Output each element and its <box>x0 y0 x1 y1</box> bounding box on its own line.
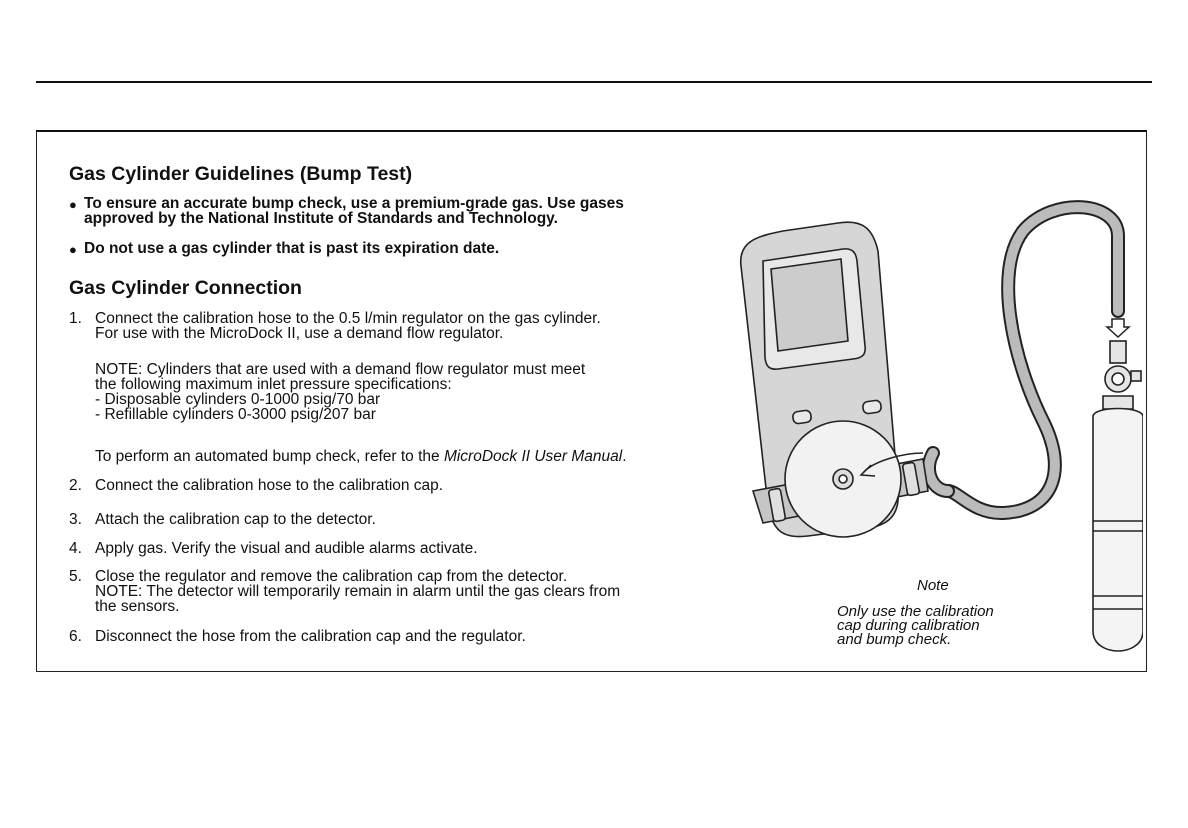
manual-reference: MicroDock II User Manual <box>443 448 623 465</box>
step-2-text: Connect the calibration hose to the calibration cap. <box>95 477 444 494</box>
caption-title: Note <box>917 577 949 594</box>
guidelines-title: Gas Cylinder Guidelines (Bump Test) <box>69 163 413 185</box>
note-line-2: the following maximum inlet pressure specifications: <box>95 376 452 393</box>
header-rule <box>36 81 1152 83</box>
connection-title: Gas Cylinder Connection <box>69 277 302 299</box>
step-4-text: Apply gas. Verify the visual and audible alarms activate. <box>95 540 478 557</box>
gas-detector <box>741 222 928 537</box>
instruction-panel <box>36 130 1147 672</box>
step-5-line-1: Close the regulator and remove the calibration cap from the detector. <box>95 568 568 585</box>
step-4-number: 4. <box>69 540 82 557</box>
step-5-number: 5. <box>69 568 82 585</box>
caption-line-3: and bump check. <box>837 631 952 648</box>
step-1-line-2: For use with the MicroDock II, use a demand flow regulator. <box>95 325 504 342</box>
step-3-number: 3. <box>69 511 82 528</box>
step-6-text: Disconnect the hose from the calibration cap and the regulator. <box>95 628 526 645</box>
bullet-2-line-1: Do not use a gas cylinder that is past its expiration date. <box>84 240 500 257</box>
step-2-number: 2. <box>69 477 82 494</box>
down-arrow-icon <box>1107 319 1129 337</box>
step-6-number: 6. <box>69 628 82 645</box>
panel-top-rule <box>36 130 1147 132</box>
note-line-3: - Disposable cylinders 0-1000 psig/70 bar <box>95 391 381 408</box>
note-line-1: NOTE: Cylinders that are used with a demand flow regulator must meet <box>95 361 586 378</box>
step-3-text: Attach the calibration cap to the detector. <box>95 511 376 528</box>
caption-line-2: cap during calibration <box>837 617 980 634</box>
caption-line-1: Only use the calibration <box>837 603 994 620</box>
step-1-number: 1. <box>69 310 82 327</box>
calibration-hose <box>929 207 1118 513</box>
step-1-line-1: Connect the calibration hose to the 0.5 l/min regulator on the gas cylinder. <box>95 310 601 327</box>
bullet-dot: ● <box>69 197 77 212</box>
step-5-line-3: the sensors. <box>95 598 180 615</box>
caption-body <box>837 605 994 647</box>
auto-text: To perform an automated bump check, refer to the <box>95 448 444 465</box>
bullet-1-line-2: approved by the National Institute of Standards and Technology. <box>84 210 558 227</box>
step-5-line-2: NOTE: The detector will temporarily remain in alarm until the gas clears from <box>95 583 621 600</box>
bullet-dot: ● <box>69 242 77 257</box>
auto-end: . <box>622 448 627 465</box>
gas-cylinder <box>1093 341 1143 651</box>
bullet-1-line-1: To ensure an accurate bump check, use a premium-grade gas. Use gases <box>84 195 624 212</box>
note-line-4: - Refillable cylinders 0-3000 psig/207 bar <box>95 406 376 423</box>
